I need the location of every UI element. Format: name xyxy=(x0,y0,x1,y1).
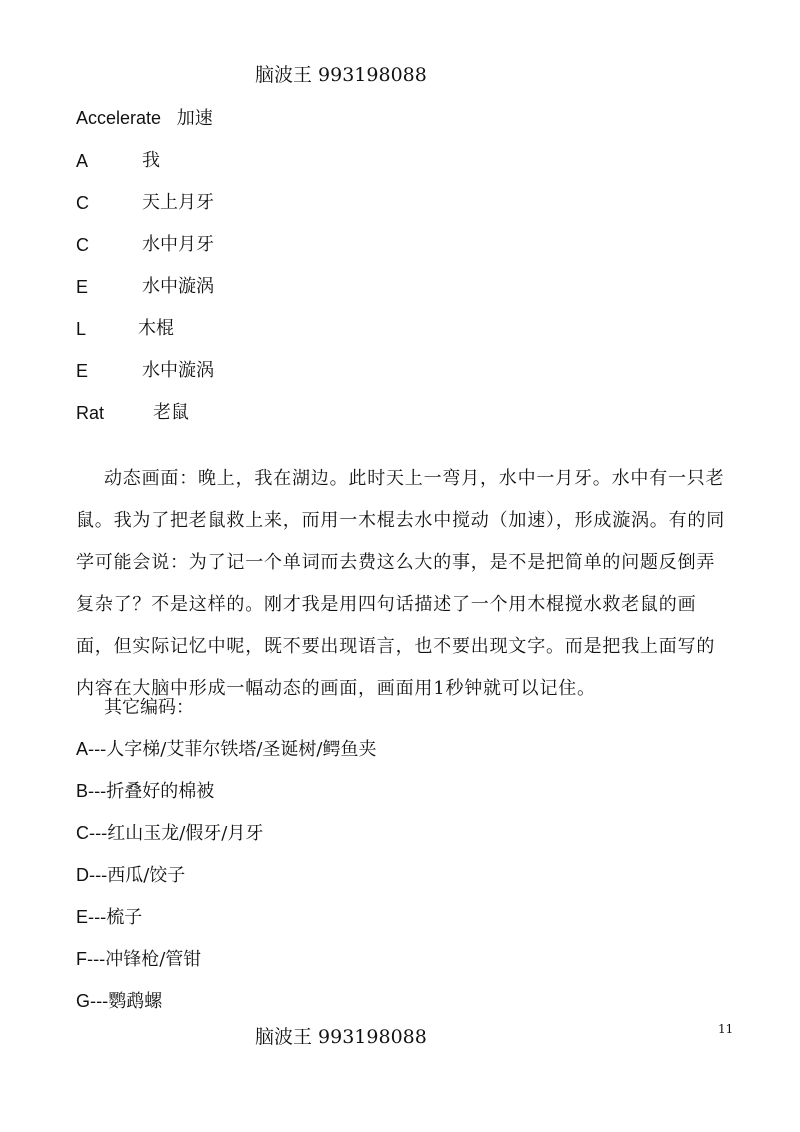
page-header: 脑波王 993198088 xyxy=(255,64,427,86)
letter-row xyxy=(76,232,376,258)
code-text: ---折叠好的棉被 xyxy=(88,781,215,802)
letter-meaning: 我 xyxy=(142,150,160,171)
code-line xyxy=(76,820,263,847)
code-text: ---人字梯/艾菲尔铁塔/圣诞树/鳄鱼夹 xyxy=(88,739,377,760)
code-letter: G xyxy=(76,991,91,1011)
code-letter: E xyxy=(76,907,89,927)
letter-meaning: 木棍 xyxy=(138,318,174,339)
other-codes-title: 其它编码： xyxy=(104,697,194,718)
code-text: ---冲锋枪/管钳 xyxy=(87,949,202,970)
code-letter: D xyxy=(76,865,89,885)
letter-meaning: 天上月牙 xyxy=(142,192,214,213)
code-line xyxy=(76,946,201,973)
code-text: ---红山玉龙/假牙/月牙 xyxy=(89,823,264,844)
letter-row xyxy=(76,400,376,426)
page-footer: 脑波王 993198088 xyxy=(255,1026,427,1048)
letter-code: L xyxy=(76,319,87,339)
code-letter: B xyxy=(76,781,89,801)
letter-meaning: 水中月牙 xyxy=(142,234,214,255)
letter-row xyxy=(76,358,376,384)
page-number: 11 xyxy=(718,1022,734,1036)
code-letter: A xyxy=(76,739,89,759)
dynamic-scene-paragraph: 动态画面：晚上，我在湖边。此时天上一弯月，水中一月牙。水中有一只老鼠。我为了把老鼠救上来，而用一木棍去水中搅动（加速），形成漩涡。有的同学可能会说：为了记一个单词而去费这么大的事，是不是把简单的问题反倒弄复杂了？不是这样的。刚才我是用四句话描述了一个用木棍搅水救老鼠的画面，但实际记忆中呢，既不要出现语言，也不要出现文字。而是把我上面写的内容在大脑中形成一幅动态的画面，画面用1秒钟就可以记住。 xyxy=(76,468,725,699)
letter-code: C xyxy=(76,193,89,213)
word-title xyxy=(76,108,213,130)
word-title-word: Accelerate xyxy=(76,108,162,128)
code-text: ---梳子 xyxy=(88,907,143,928)
letter-meaning: 老鼠 xyxy=(153,402,189,423)
letter-code: E xyxy=(76,361,89,381)
letter-meaning: 水中漩涡 xyxy=(142,276,214,297)
code-text: ---西瓜/饺子 xyxy=(89,865,186,886)
letter-meaning: 水中漩涡 xyxy=(142,360,214,381)
code-line xyxy=(76,988,162,1015)
letter-code: A xyxy=(76,151,89,171)
letter-row xyxy=(76,148,376,174)
word-title-meaning: 加速 xyxy=(176,108,213,129)
code-letter: F xyxy=(76,949,87,969)
letter-code: Rat xyxy=(76,403,105,423)
letter-row xyxy=(76,316,376,342)
code-text: ---鹦鹉螺 xyxy=(90,991,163,1012)
code-letter: C xyxy=(76,823,89,843)
letter-row xyxy=(76,190,376,216)
code-line xyxy=(76,862,185,889)
code-line xyxy=(76,736,376,763)
code-line xyxy=(76,778,214,805)
letter-code: C xyxy=(76,235,89,255)
letter-code: E xyxy=(76,277,89,297)
code-line xyxy=(76,904,142,931)
letter-row xyxy=(76,274,376,300)
